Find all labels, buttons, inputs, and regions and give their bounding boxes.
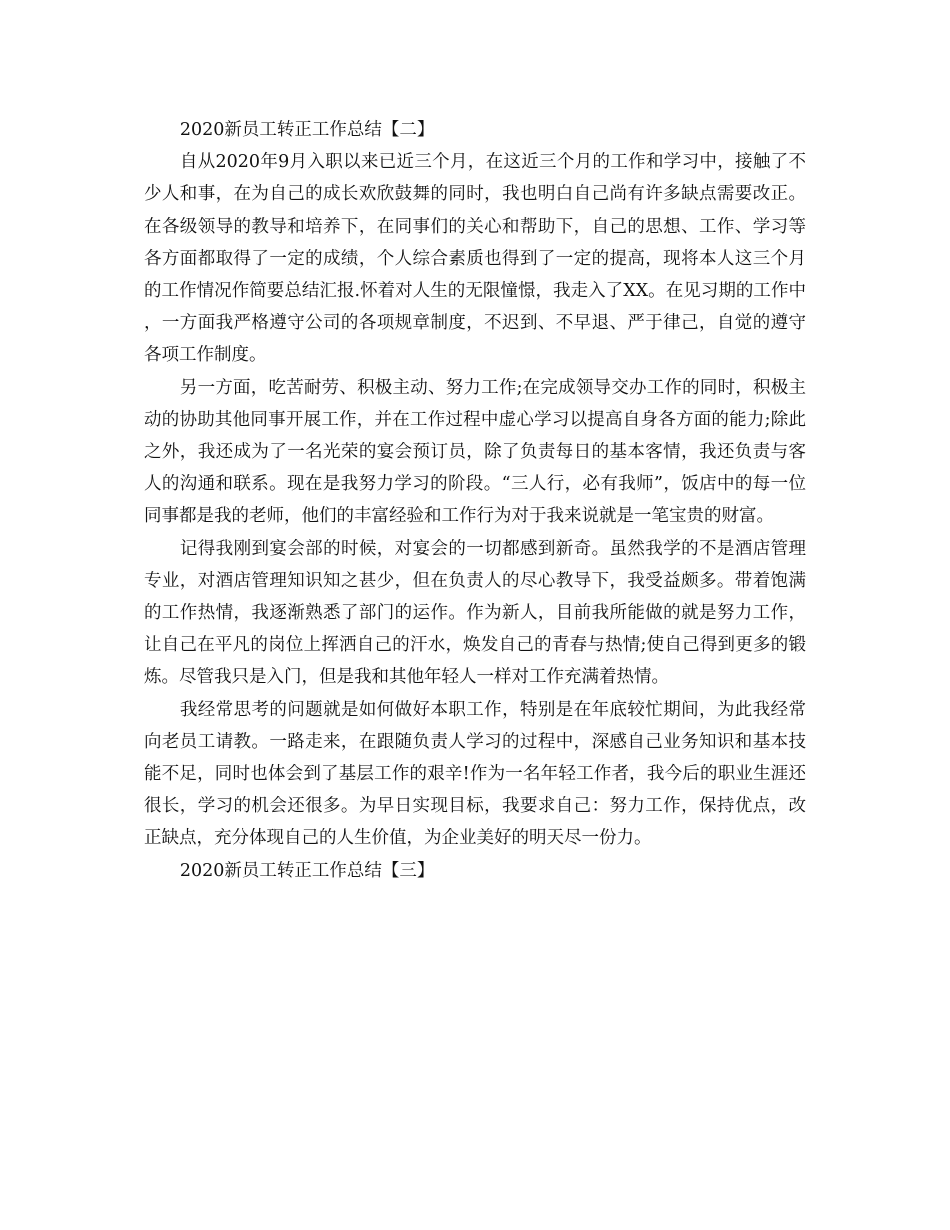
section-heading-2: 2020新员工转正工作总结【二】 <box>179 120 435 140</box>
document-body <box>144 114 806 887</box>
paragraph-2: 另一方面，吃苦耐劳、积极主动、努力工作;在完成领导交办工作的同时，积极主动的协助其他同事开展工作，并在工作过程中虚心学习以提高自身各方面的能力;除此之外，我还成为了一名光荣的宴会预订员，除了负责每日的基本客情，我还负责与客人的沟通和联系。现在是我努力学习的阶段。“三人行，必有我师”，饭店中的每一位同事都是我的老师，他们的丰富经验和工作行为对于我来说就是一笔宝贵的财富。 <box>144 377 806 527</box>
paragraph-3: 记得我刚到宴会部的时候，对宴会的一切都感到新奇。虽然我学的不是酒店管理专业，对酒店管理知识知之甚少，但在负责人的尽心教导下，我受益颇多。带着饱满的工作热情，我逐渐熟悉了部门的运作。作为新人，目前我所能做的就是努力工作，让自己在平凡的岗位上挥洒自己的汗水，焕发自己的青春与热情;使自己得到更多的锻炼。尽管我只是入门，但是我和其他年轻人一样对工作充满着热情。 <box>144 538 806 688</box>
section-heading-3: 2020新员工转正工作总结【三】 <box>179 860 435 881</box>
paragraph-4: 我经常思考的问题就是如何做好本职工作，特别是在年底较忙期间，为此我经常向老员工请教。一路走来，在跟随负责人学习的过程中，深感自己业务知识和基本技能不足，同时也体会到了基层工作的艰辛!作为一名年轻工作者，我今后的职业生涯还很长，学习的机会还很多。为早日实现目标，我要求自己：努力工作，保持优点，改正缺点，充分体现自己的人生价值，为企业美好的明天尽一份力。 <box>144 699 806 849</box>
paragraph-1: 自从2020年9月入职以来已近三个月，在这近三个月的工作和学习中，接触了不少人和事，在为自己的成长欢欣鼓舞的同时，我也明白自己尚有许多缺点需要改正。在各级领导的教导和培养下，在同事们的关心和帮助下，自己的思想、工作、学习等各方面都取得了一定的成绩，个人综合素质也得到了一定的提高，现将本人这三个月的工作情况作简要总结汇报.怀着对人生的无限憧憬，我走入了XX。在见习期的工作中，一方面我严格遵守公司的各项规章制度，不迟到、不早退、严于律己，自觉的遵守各项工作制度。 <box>144 152 806 366</box>
